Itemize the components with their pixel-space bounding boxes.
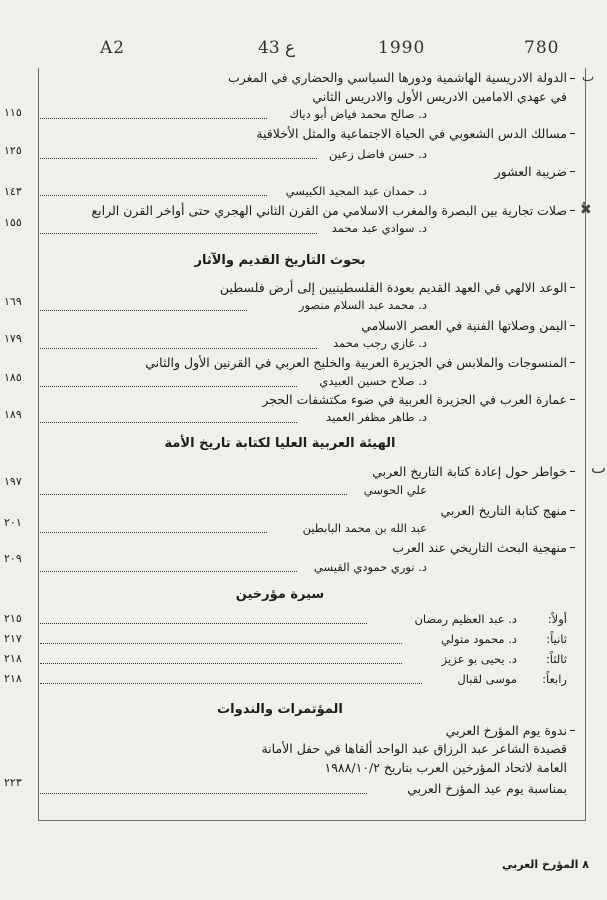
- entry-commission-1: [4, 464, 567, 500]
- conference-line: العامة لاتحاد المؤرخين العرب بتاريخ ١٩٨٨/١٠/٢: [324, 760, 567, 775]
- entry-page: ١٩٧: [4, 475, 22, 488]
- bio-page: ٢١٨: [4, 652, 22, 665]
- bio-ordinal: أولاً:: [547, 612, 567, 626]
- entry-title: مسالك الدس الشعوبي في الحياة الاجتماعية والمثل الأخلاقية: [256, 126, 567, 141]
- entry-page: ٢٠١: [4, 516, 22, 529]
- entry-page: ٢٢٣: [4, 776, 22, 789]
- section-heading-historians-bio: سيرة مؤرخين: [235, 587, 325, 602]
- entry-bullet: [570, 730, 575, 731]
- handwritten-note-1990: 1990: [378, 38, 426, 58]
- entry-3: [4, 164, 567, 200]
- entry-author: د. غازي رجب محمد: [332, 336, 427, 350]
- entry-page: ١٥٥: [4, 216, 22, 229]
- bio-name: د. محمود متولي: [440, 632, 517, 646]
- right-frame-line: [585, 68, 586, 820]
- margin-mark-3: ٮ: [591, 458, 607, 477]
- entry-bullet: [570, 325, 575, 326]
- leader-dots: [40, 571, 297, 572]
- entry-author: د. حسن فاضل زعين: [329, 147, 427, 161]
- entry-title-line: في عهدي الامامين الادريس الأول والادريس الثاني: [312, 89, 567, 104]
- bio-ordinal: رابعاً:: [542, 672, 567, 686]
- entry-title-line: الدولة الادريسية الهاشمية ودورها السياسي والحضاري في المغرب: [228, 70, 567, 85]
- handwritten-note-a2: A2: [100, 38, 126, 58]
- entry-author: عبد الله بن محمد البابطين: [302, 521, 427, 535]
- entry-bullet: [570, 510, 575, 511]
- handwritten-note-issue: 43 ع: [258, 38, 296, 58]
- entry-author: د. حمدان عبد المجيد الكبيسي: [285, 184, 427, 198]
- bio-row-1: [4, 612, 567, 630]
- bio-page: ٢١٥: [4, 612, 22, 625]
- entry-bullet: [570, 133, 575, 134]
- footer-page-label: ٨ المؤرخ العربي: [501, 858, 589, 871]
- bio-row-3: [4, 652, 567, 670]
- leader-dots: [40, 683, 422, 684]
- leader-dots: [40, 494, 347, 495]
- entry-1: [4, 70, 567, 121]
- leader-dots: [40, 158, 317, 159]
- entry-author: د. طاهر مظفر العميد: [326, 410, 427, 424]
- entry-commission-2: [4, 503, 567, 539]
- entry-author: د. سوادي عبد محمد: [331, 221, 427, 235]
- entry-title: منهج كتابة التاريخ العربي: [440, 503, 567, 518]
- entry-title: ضريبة العشور: [494, 164, 567, 179]
- leader-dots: [40, 623, 367, 624]
- entry-page: ١٢٥: [4, 144, 22, 157]
- bio-page: ٢١٨: [4, 672, 22, 685]
- entry-4: [4, 203, 567, 239]
- entry-page: ١٦٩: [4, 295, 22, 308]
- section-heading-arab-commission: الهيئة العربية العليا لكتابة تاريخ الأمة: [164, 436, 396, 451]
- leader-dots: [40, 310, 247, 311]
- bio-row-4: [4, 672, 567, 690]
- bio-name: د. عبد العظيم رمضان: [414, 612, 517, 626]
- entry-title: صلات تجارية بين البصرة والمغرب الاسلامي من القرن الثاني الهجري حتى أواخر القرن الرابع: [91, 203, 567, 218]
- entry-page: ١١٥: [4, 106, 22, 119]
- bio-name: موسى لقبال: [457, 672, 517, 686]
- entry-ancient-1: [4, 280, 567, 316]
- leader-dots: [40, 532, 267, 533]
- handwritten-note-780: 780: [524, 38, 560, 58]
- leader-dots: [40, 793, 367, 794]
- conference-line: بمناسبة يوم عيد المؤرخ العربي: [407, 781, 567, 796]
- entry-bullet: [570, 171, 575, 172]
- bio-ordinal: ثانياً:: [546, 632, 567, 646]
- entry-bullet: [570, 399, 575, 400]
- entry-bullet: [570, 471, 575, 472]
- leader-dots: [40, 422, 297, 423]
- entry-author: د. صالح محمد فياض أبو دياك: [289, 107, 427, 121]
- entry-ancient-2: [4, 318, 567, 354]
- entry-bullet: [570, 547, 575, 548]
- leader-dots: [40, 386, 297, 387]
- conference-line: قصيدة الشاعر عبد الرزاق عبد الواحد ألقاها في حفل الأمانة: [261, 741, 567, 756]
- entry-author: د. محمد عبد السلام منصور: [298, 298, 427, 312]
- left-frame-line: [38, 68, 39, 820]
- entry-bullet: [570, 362, 575, 363]
- entry-page: ١٧٩: [4, 332, 22, 345]
- leader-dots: [40, 643, 402, 644]
- entry-author: د. صلاح حسين العبيدي: [319, 374, 427, 388]
- leader-dots: [40, 348, 317, 349]
- entry-page: ١٨٥: [4, 371, 22, 384]
- entry-conference-1: [4, 723, 567, 803]
- entry-page: ٢٠٩: [4, 552, 22, 565]
- leader-dots: [40, 195, 267, 196]
- entry-author: علي الحوسي: [363, 483, 427, 497]
- entry-author: د. نوري حمودي القيسي: [313, 560, 427, 574]
- leader-dots: [40, 663, 402, 664]
- section-heading-ancient-history: بحوث التاريخ القديم والآثار: [194, 253, 366, 268]
- entry-bullet: [570, 210, 575, 211]
- bio-page: ٢١٧: [4, 632, 22, 645]
- entry-title: اليمن وصلاتها الفنية في العصر الاسلامي: [361, 318, 567, 333]
- bottom-frame-line: [38, 820, 586, 821]
- entry-ancient-4: [4, 392, 567, 428]
- conference-line: ندوة يوم المؤرخ العربي: [445, 723, 567, 738]
- entry-title: منهجية البحث التاريخي عند العرب: [392, 540, 567, 555]
- entry-bullet: [570, 287, 575, 288]
- entry-commission-3: [4, 540, 567, 576]
- bio-row-2: [4, 632, 567, 650]
- margin-mark-1: ٮ: [582, 70, 595, 85]
- entry-bullet: [570, 78, 575, 79]
- leader-dots: [40, 233, 317, 234]
- entry-page: ١٤٣: [4, 185, 22, 198]
- entry-ancient-3: [4, 355, 567, 391]
- entry-title: عمارة العرب في الجزيرة العربية في ضوء مكتشفات الحجر: [262, 392, 567, 407]
- entry-title: خواطر حول إعادة كتابة التاريخ العربي: [372, 464, 567, 479]
- margin-mark-2: ٌ✖: [580, 202, 592, 218]
- entry-title: الوعد الالهي في العهد القديم بعودة الفلسطينيين إلى أرض فلسطين: [219, 280, 567, 295]
- entry-title: المنسوجات والملابس في الجزيرة العربية والخليج العربي في القرنين الأول والثاني: [145, 355, 567, 370]
- bio-name: د. يحيى بو عزيز: [441, 652, 517, 666]
- entry-page: ١٨٩: [4, 408, 22, 421]
- leader-dots: [40, 118, 267, 119]
- section-heading-conferences: المؤتمرات والندوات: [217, 702, 343, 717]
- bio-ordinal: ثالثاً:: [545, 652, 567, 666]
- entry-2: [4, 126, 567, 162]
